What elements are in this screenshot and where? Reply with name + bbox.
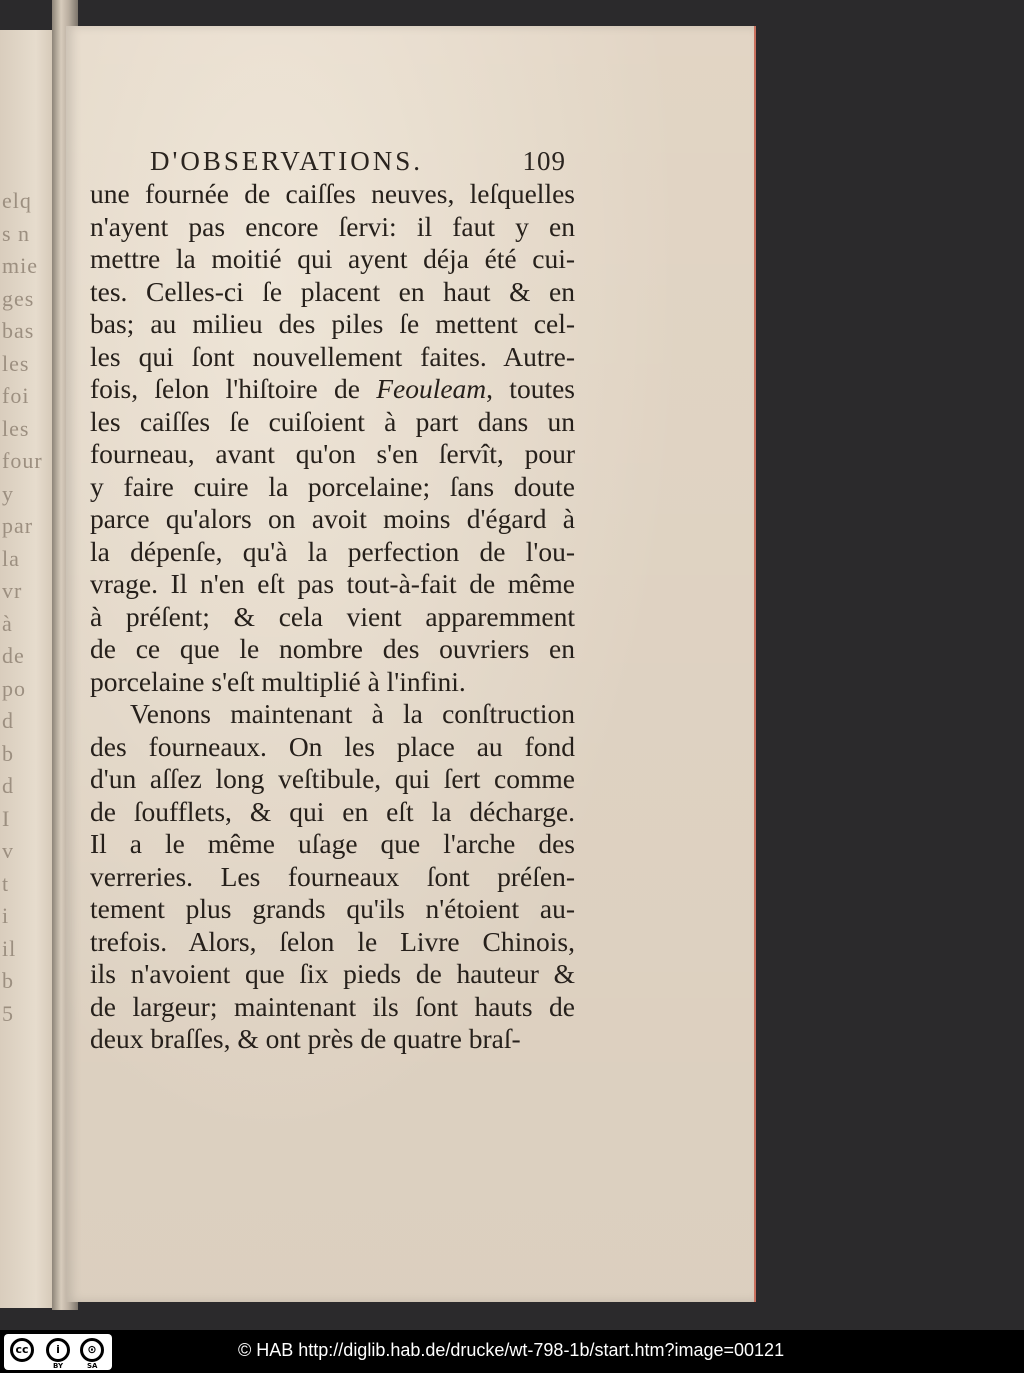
text-line: de ce que le nombre des ouvriers en	[90, 633, 575, 664]
text-line: les qui ſont nouvellement faites. Autre-	[90, 340, 575, 372]
text-line: ils n'avoient que ſix pieds de hauteur &	[90, 958, 575, 989]
previous-page-edge	[0, 30, 60, 1308]
previous-page-fragment: po	[2, 675, 26, 701]
previous-page-fragment: i	[2, 903, 10, 928]
previous-page-fragment: t	[2, 870, 10, 896]
previous-page-fragment: y	[2, 480, 14, 506]
previous-page-fragment: il	[2, 935, 17, 961]
text-line: verreries. Les fourneaux ſont préſen-	[90, 860, 575, 892]
previous-page-fragment: b	[2, 968, 14, 993]
text-line: tes. Celles-ci ſe placent en haut & en	[90, 275, 575, 307]
previous-page-fragment: b	[2, 740, 14, 766]
copyright-link[interactable]: © HAB http://diglib.hab.de/drucke/wt-798-1b/start.htm?image=00121	[238, 1340, 785, 1360]
previous-page-fragment: I	[2, 805, 11, 831]
cc-license-badge[interactable]	[4, 1334, 112, 1370]
attribution-icon: i	[46, 1338, 70, 1362]
text-line: des fourneaux. On les place au fond	[90, 730, 575, 762]
share-alike-icon: ⊙	[80, 1338, 104, 1362]
running-head	[150, 146, 570, 180]
text-line: porcelaine s'eſt multiplié à l'infini.	[90, 665, 466, 697]
text-line: une fournée de caiſſes neuves, leſquelles	[90, 178, 575, 209]
page-number: 109	[522, 146, 566, 176]
previous-page-fragment: four	[2, 448, 43, 473]
text-line: de ſoufflets, & qui en eſt la décharge.	[90, 795, 575, 827]
previous-page-fragment: elq	[2, 188, 32, 213]
text-line: trefois. Alors, ſelon le Livre Chinois,	[90, 925, 575, 957]
text-line: bas; au milieu des piles ſe mettent cel-	[90, 308, 575, 339]
footer-bar	[0, 1330, 1024, 1373]
text-line: à préſent; & cela vient apparemment	[90, 600, 575, 632]
previous-page-fragment: s n	[2, 220, 31, 246]
previous-page-fragment: les	[2, 350, 30, 376]
running-title: D'OBSERVATIONS.	[150, 146, 423, 176]
by-label: BY	[53, 1362, 64, 1370]
text-line: Venons maintenant à la conſtruction	[130, 698, 575, 729]
italic-title: Feouleam	[376, 373, 487, 404]
cc-icon: cc	[10, 1338, 34, 1362]
text-line: deux braſſes, & ont près de quatre braſ-	[90, 1023, 521, 1054]
text-line: vrage. Il n'en eſt pas tout-à-fait de même	[90, 568, 575, 599]
text-line: d'un aſſez long veſtibule, qui ſert comme	[90, 763, 575, 794]
previous-page-fragment: v	[2, 838, 14, 863]
text-line: Il a le même uſage que l'arche des	[90, 828, 575, 859]
previous-page-fragment: d	[2, 773, 14, 798]
text-line: fois, ſelon l'hiſtoire de Feouleam, toutes	[90, 373, 575, 404]
previous-page-fragment: 5	[2, 1000, 14, 1026]
previous-page-fragment: foi	[2, 383, 30, 408]
sa-label: SA	[87, 1362, 98, 1370]
text-line: fourneau, avant qu'on s'en ſervît, pour	[90, 438, 575, 469]
previous-page-fragment: à	[2, 610, 13, 636]
text-line: la dépenſe, qu'à la perfection de l'ou-	[90, 535, 575, 567]
text-line: tement plus grands qu'ils n'étoient au-	[90, 893, 575, 924]
previous-page-fragment: vr	[2, 578, 23, 603]
text-line: de largeur; maintenant ils ſont hauts de	[90, 990, 575, 1022]
text-line: n'ayent pas encore ſervi: il faut y en	[90, 210, 575, 242]
text-line: les caiſſes ſe cuiſoient à part dans un	[90, 405, 575, 437]
previous-page-fragment: bas	[2, 318, 35, 343]
body-text	[90, 178, 575, 1056]
previous-page-fragment: d	[2, 708, 14, 733]
text-line: y faire cuire la porcelaine; ſans doute	[90, 470, 575, 502]
previous-page-fragment: mie	[2, 253, 38, 278]
previous-page-fragment: de	[2, 643, 25, 668]
text-line: mettre la moitié qui ayent déja été cui-	[90, 243, 575, 274]
previous-page-fragment: par	[2, 513, 34, 538]
text-line: parce qu'alors on avoit moins d'égard à	[90, 503, 575, 534]
previous-page-fragment: la	[2, 545, 20, 571]
previous-page-fragment: ges	[2, 285, 35, 311]
previous-page-fragment: les	[2, 415, 30, 441]
